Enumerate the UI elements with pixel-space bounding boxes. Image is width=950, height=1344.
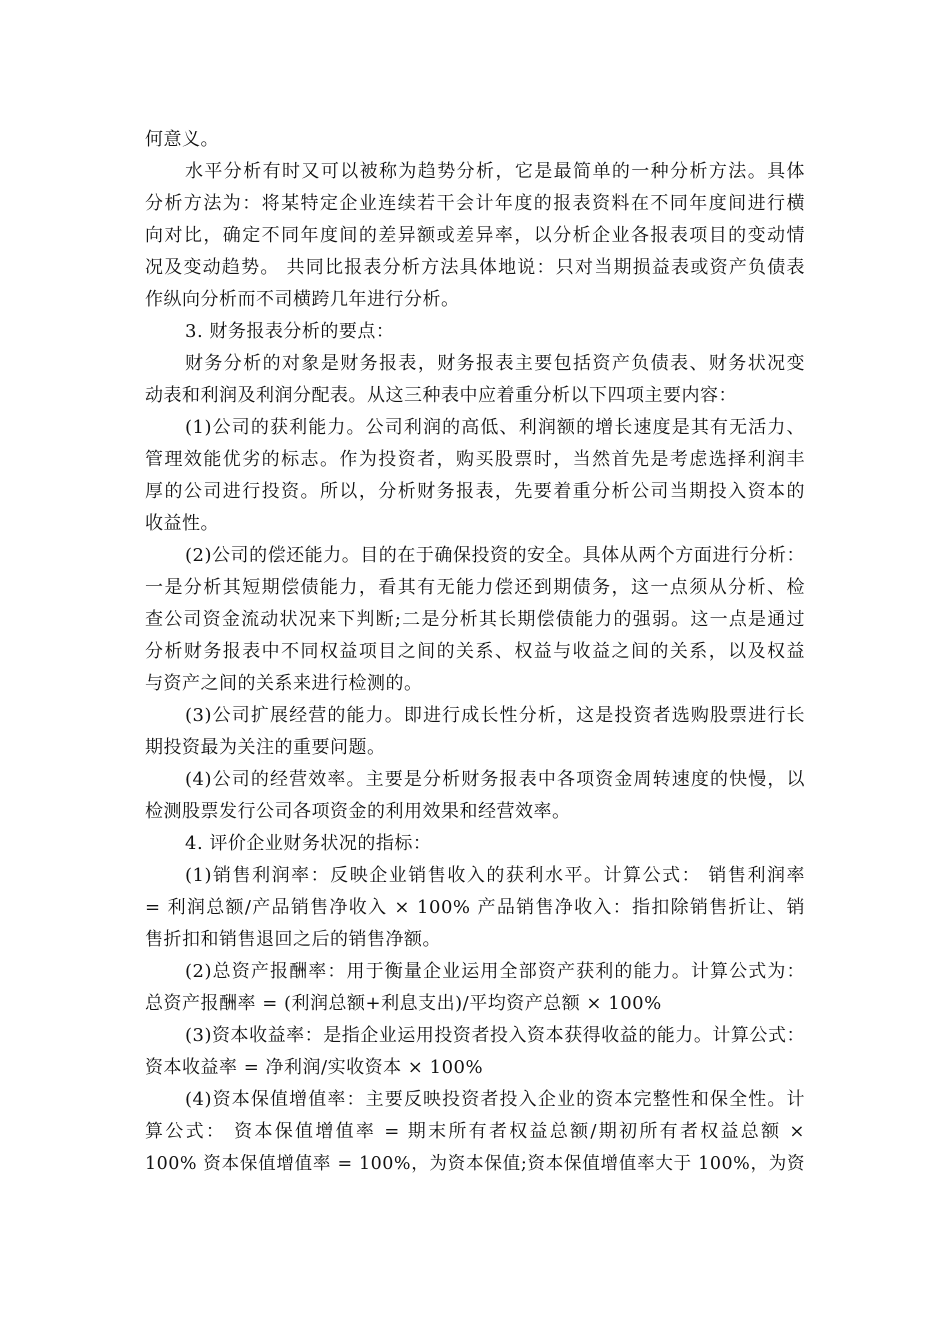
- text-line: 售折扣和销售退回之后的销售净额。: [145, 929, 441, 950]
- text-line: = 利润总额/产品销售净收入 × 100% 产品销售净收入：指扣除销售折让、销: [145, 897, 805, 918]
- text-line: 作纵向分析而不司横跨几年进行分析。: [145, 289, 460, 310]
- text-line: (2)公司的偿还能力。目的在于确保投资的安全。具体从两个方面进行分析：: [185, 545, 805, 566]
- text-line: 资本收益率 = 净利润/实收资本 × 100%: [145, 1057, 484, 1078]
- text-line: 3. 财务报表分析的要点：: [185, 321, 395, 342]
- text-line: 何意义。: [145, 129, 219, 150]
- text-line: 财务分析的对象是财务报表，财务报表主要包括资产负债表、财务状况变: [185, 353, 805, 374]
- text-line: (3)资本收益率：是指企业运用投资者投入资本获得收益的能力。计算公式：: [185, 1025, 805, 1046]
- text-line: 与资产之间的关系来进行检测的。: [145, 673, 423, 694]
- text-line: 检测股票发行公司各项资金的利用效果和经营效率。: [145, 801, 571, 822]
- text-line: 分析财务报表中不同权益项目之间的关系、权益与收益之间的关系，以及权益: [145, 641, 805, 662]
- text-line: (3)公司扩展经营的能力。即进行成长性分析，这是投资者选购股票进行长: [185, 705, 805, 726]
- text-line: (2)总资产报酬率：用于衡量企业运用全部资产获利的能力。计算公式为：: [185, 961, 805, 982]
- document-body: [145, 124, 805, 1180]
- text-line: 分析方法为：将某特定企业连续若干会计年度的报表资料在不同年度间进行横: [145, 193, 805, 214]
- text-line: 收益性。: [145, 513, 219, 534]
- text-line: 总资产报酬率 = (利润总额+利息支出)/平均资产总额 × 100%: [145, 993, 662, 1014]
- text-line: (1)公司的获利能力。公司利润的高低、利润额的增长速度是其有无活力、: [185, 417, 805, 438]
- text-line: 期投资最为关注的重要问题。: [145, 737, 386, 758]
- text-line: 一是分析其短期偿债能力，看其有无能力偿还到期债务，这一点须从分析、检: [145, 577, 805, 598]
- text-line: 100% 资本保值增值率 = 100%，为资本保值;资本保值增值率大于 100%，为资: [145, 1154, 805, 1174]
- text-line: 4. 评价企业财务状况的指标：: [185, 833, 432, 854]
- text-line: 向对比，确定不同年度间的差异额或差异率，以分析企业各报表项目的变动情: [145, 225, 805, 246]
- text-line: 况及变动趋势。 共同比报表分析方法具体地说：只对当期损益表或资产负债表: [145, 257, 805, 278]
- text-line: 管理效能优劣的标志。作为投资者，购买股票时，当然首先是考虑选择利润丰: [145, 449, 805, 470]
- text-line: 水平分析有时又可以被称为趋势分析，它是最简单的一种分析方法。具体: [185, 161, 805, 182]
- text-line: 厚的公司进行投资。所以，分析财务报表，先要着重分析公司当期投入资本的: [145, 481, 805, 502]
- text-line: (4)公司的经营效率。主要是分析财务报表中各项资金周转速度的快慢，以: [185, 769, 805, 790]
- text-line: (1)销售利润率：反映企业销售收入的获利水平。计算公式： 销售利润率: [185, 865, 805, 886]
- text-line: 算公式： 资本保值增值率 = 期末所有者权益总额/期初所有者权益总额 ×: [145, 1121, 805, 1142]
- text-line: 动表和利润及利润分配表。从这三种表中应着重分析以下四项主要内容：: [145, 385, 737, 406]
- text-line: (4)资本保值增值率：主要反映投资者投入企业的资本完整性和保全性。计: [185, 1089, 805, 1110]
- text-line: 查公司资金流动状况来下判断;二是分析其长期偿债能力的强弱。这一点是通过: [145, 609, 805, 630]
